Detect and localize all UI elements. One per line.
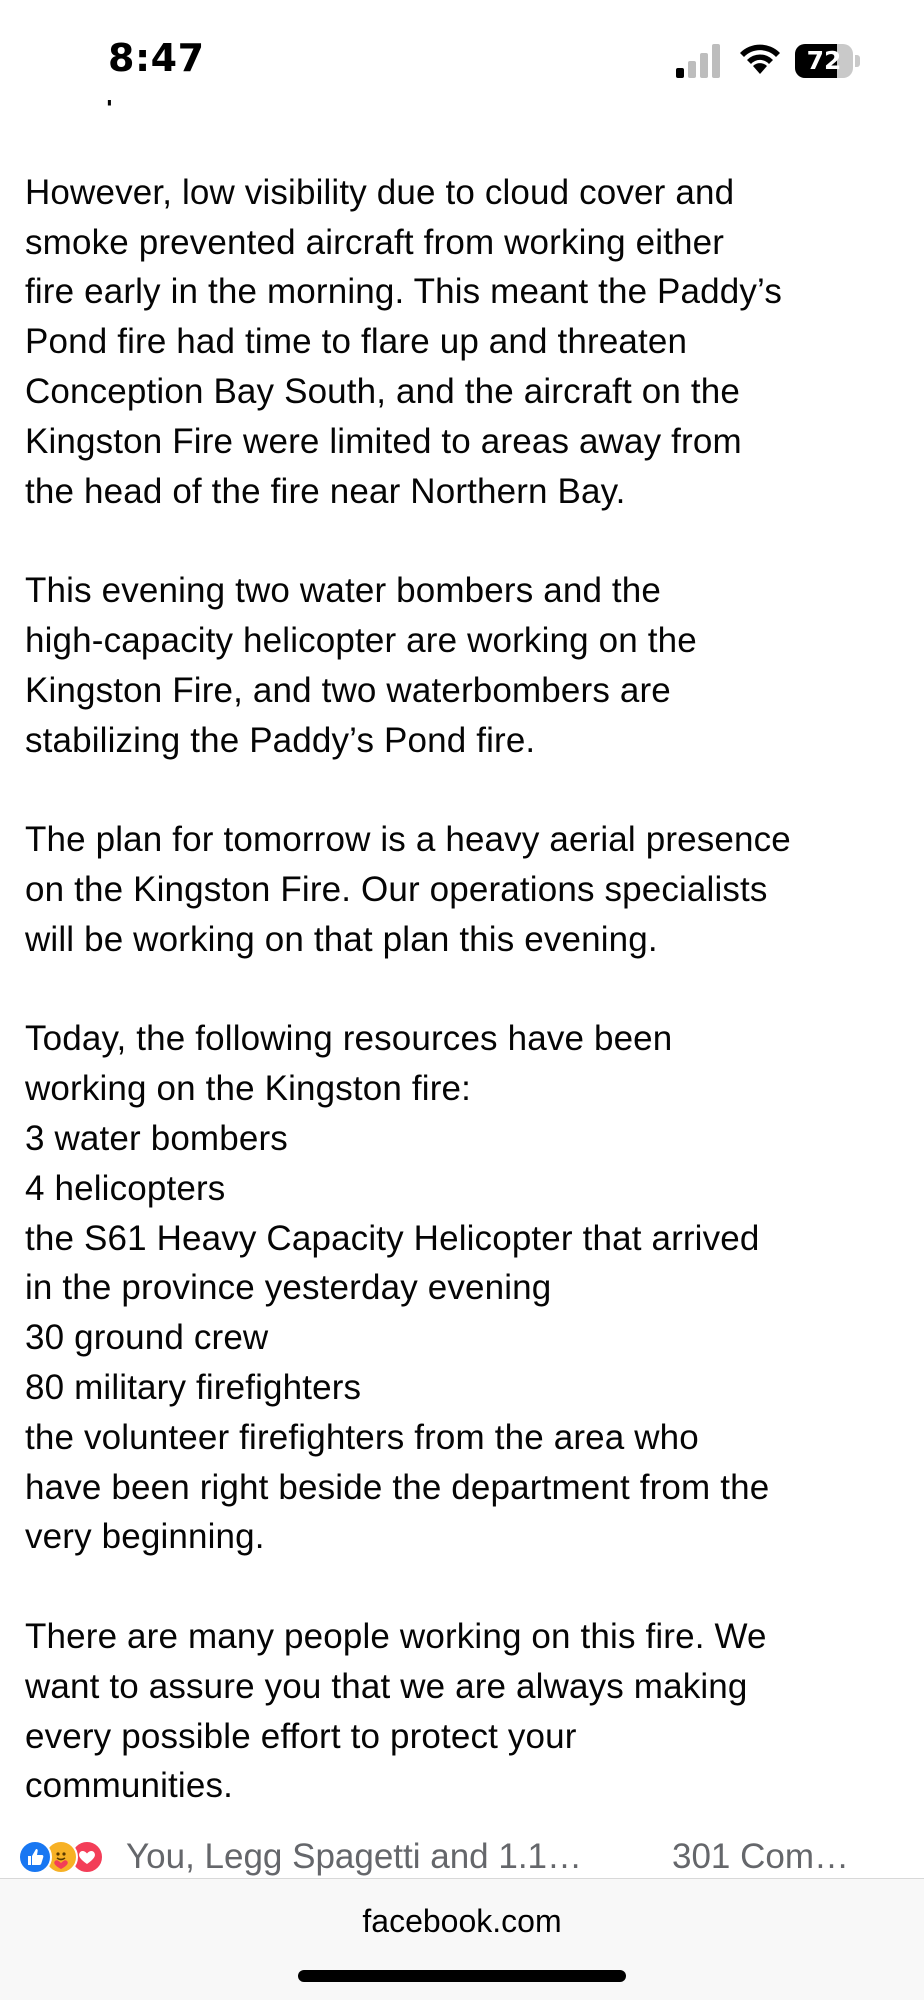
post-text-line: There are many people working on this fire. We	[25, 1616, 767, 1656]
post-text-line: Conception Bay South, and the aircraft on the	[25, 371, 740, 411]
post-text-line: every possible effort to protect your	[25, 1716, 577, 1756]
post-text-line: The plan for tomorrow is a heavy aerial presence	[25, 820, 791, 860]
post-text-line: Pond fire had time to flare up and threaten	[25, 322, 688, 362]
post-paragraphs	[25, 168, 905, 1811]
paragraph-gap	[25, 965, 905, 1015]
post-text-line: will be working on that plan this evening.	[25, 919, 658, 959]
post-text-line: fire early in the morning. This meant the Paddy’s	[25, 272, 782, 312]
like-icon	[18, 1840, 52, 1874]
wifi-icon	[738, 42, 782, 76]
battery-shell	[795, 44, 853, 78]
post-text-line: smoke prevented aircraft from working either	[25, 222, 725, 262]
post-text-line: stabilizing the Paddy’s Pond fire.	[25, 720, 536, 760]
post-text-line: Kingston Fire were limited to areas away from	[25, 421, 742, 461]
post-paragraph	[25, 815, 905, 964]
post-paragraph	[25, 168, 905, 517]
cellular-signal-icon	[676, 44, 722, 78]
post-text-line: 30 ground crew	[25, 1318, 269, 1358]
post-text-line: 80 military firefighters	[25, 1367, 362, 1407]
home-indicator[interactable]	[298, 1970, 626, 1982]
battery-icon	[795, 44, 861, 78]
url-domain[interactable]: facebook.com	[362, 1903, 562, 1939]
post-paragraph	[25, 1612, 905, 1811]
post-text-line: the head of the fire near Northern Bay.	[25, 471, 626, 511]
reaction-names[interactable]: You, Legg Spagetti and 1.1…	[126, 1837, 583, 1876]
paragraph-gap	[25, 1562, 905, 1612]
post-text-line: working on the Kingston fire:	[25, 1069, 471, 1109]
post-text-line: very beginning.	[25, 1517, 265, 1557]
post-text-line: on the Kingston Fire. Our operations specialists	[25, 869, 768, 909]
post-body	[25, 82, 905, 1811]
post-text-line: 3 water bombers	[25, 1118, 288, 1158]
status-bar	[0, 0, 924, 100]
reaction-icons[interactable]	[18, 1840, 118, 1874]
signal-bar	[712, 44, 720, 78]
post-text-line: the volunteer firefighters from the area who	[25, 1417, 699, 1457]
signal-bar	[676, 68, 684, 78]
post-text-line: 4 helicopters	[25, 1168, 226, 1208]
paragraph-gap	[25, 516, 905, 566]
post-text-line: have been right beside the department from the	[25, 1467, 770, 1507]
paragraph-gap	[25, 118, 905, 168]
post-text-line: Kingston Fire, and two waterbombers are	[25, 670, 671, 710]
battery-percent: 72	[806, 46, 842, 75]
post-text-line: high-capacity helicopter are working on the	[25, 620, 697, 660]
post-text-line: However, low visibility due to cloud cover and	[25, 172, 735, 212]
post-text-line: the S61 Heavy Capacity Helicopter that arrived	[25, 1218, 760, 1258]
post-text-line: Today, the following resources have been	[25, 1019, 673, 1059]
battery-nub	[855, 55, 860, 67]
signal-bar	[700, 53, 708, 78]
comment-count[interactable]: 301 Com…	[672, 1837, 850, 1876]
paragraph-gap	[25, 765, 905, 815]
signal-bar	[688, 61, 696, 78]
post-text-line: want to assure you that we are always making	[25, 1666, 748, 1706]
post-paragraph	[25, 566, 905, 765]
status-time: 8:47	[108, 36, 205, 80]
post-paragraph	[25, 1014, 905, 1562]
post-text-line: This evening two water bombers and the	[25, 571, 662, 611]
reactions-bar[interactable]	[0, 1836, 924, 1878]
post-text-line: in the province yesterday evening	[25, 1268, 552, 1308]
post-text-line: communities.	[25, 1766, 233, 1806]
